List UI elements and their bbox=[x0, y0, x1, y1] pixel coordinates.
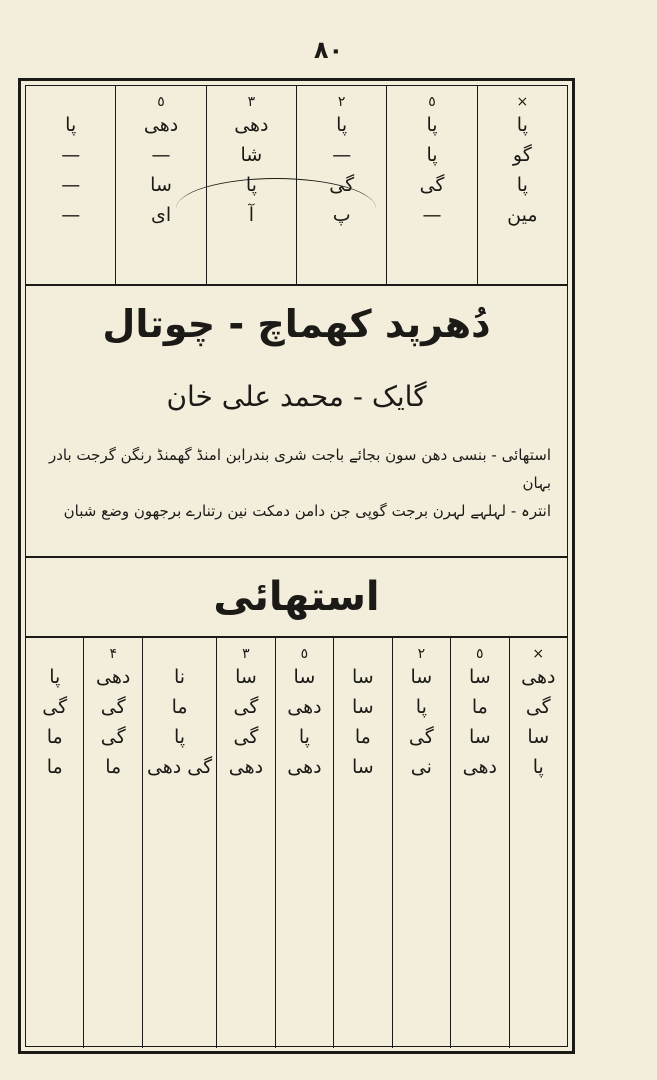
notation-frame bbox=[18, 78, 575, 1054]
swara-cell: گی bbox=[525, 696, 551, 718]
swara-cell: سا bbox=[235, 666, 257, 688]
swara-cell: — bbox=[61, 174, 81, 196]
notation-row bbox=[147, 696, 212, 718]
notation-row bbox=[120, 144, 201, 166]
swara-cell: نی bbox=[410, 756, 432, 778]
swara-cell: گی دھی bbox=[146, 756, 213, 778]
sthayi-lyric: استھائی - بنسی دھن سون بجائے باجت شری بندرابن امنڈ گھمنڈ رنگن گرجت بادر بہان bbox=[49, 446, 551, 492]
notation-row bbox=[301, 144, 382, 166]
notation-row bbox=[88, 756, 137, 778]
swara-cell: پا bbox=[65, 114, 77, 136]
swara-cell: پا bbox=[49, 666, 61, 688]
notation-row bbox=[338, 726, 387, 748]
notation-row bbox=[455, 666, 504, 688]
swara-cell: پا bbox=[245, 174, 257, 196]
section-heading bbox=[26, 558, 567, 638]
swara-cell: پا bbox=[415, 696, 427, 718]
notation-row bbox=[391, 204, 472, 226]
swara-cell: گی bbox=[329, 174, 355, 196]
swara-cell: گی bbox=[100, 726, 126, 748]
beat-marker: ۲ bbox=[417, 646, 426, 662]
notation-row bbox=[482, 204, 563, 226]
swara-cell: — bbox=[151, 144, 171, 166]
notation-row bbox=[514, 696, 563, 718]
notation-row bbox=[397, 756, 446, 778]
notation-row bbox=[391, 114, 472, 136]
swara-cell: ما bbox=[471, 696, 488, 718]
swara-cell: ما bbox=[354, 726, 371, 748]
notation-row bbox=[397, 696, 446, 718]
swara-cell: گی bbox=[408, 726, 434, 748]
swara-cell: سا bbox=[352, 696, 374, 718]
bottom-notation-grid bbox=[26, 638, 567, 1048]
swara-cell: ما bbox=[105, 756, 122, 778]
notation-row bbox=[482, 144, 563, 166]
notation-row bbox=[221, 696, 270, 718]
notation-row bbox=[221, 726, 270, 748]
notation-column bbox=[477, 86, 567, 284]
swara-cell: گی bbox=[100, 696, 126, 718]
notation-row bbox=[482, 174, 563, 196]
swara-cell: گی bbox=[419, 174, 445, 196]
swara-cell: پ bbox=[332, 204, 351, 226]
swara-cell: پا bbox=[426, 114, 438, 136]
notation-row bbox=[338, 696, 387, 718]
swara-cell: سا bbox=[352, 666, 374, 688]
slur-mark bbox=[176, 178, 376, 239]
beat-marker: × bbox=[532, 646, 545, 662]
swara-cell: آ bbox=[248, 204, 254, 226]
beat-marker bbox=[338, 646, 387, 664]
swara-cell: پا bbox=[532, 756, 544, 778]
swara-cell: پا bbox=[516, 114, 528, 136]
beat-marker: ۴ bbox=[109, 646, 117, 662]
notation-row bbox=[397, 666, 446, 688]
beat-marker: ۲ bbox=[337, 94, 346, 110]
notation-row bbox=[280, 726, 329, 748]
notation-frame-inner bbox=[25, 85, 568, 1047]
swara-cell: سا bbox=[352, 756, 374, 778]
swara-cell: — bbox=[61, 144, 81, 166]
notation-column bbox=[115, 86, 205, 284]
notation-row bbox=[482, 114, 563, 136]
notation-row bbox=[391, 144, 472, 166]
beat-marker: ٥ bbox=[157, 94, 165, 110]
notation-row bbox=[30, 174, 111, 196]
swara-cell: دھی bbox=[287, 696, 322, 718]
swara-cell: سا bbox=[468, 726, 491, 748]
notation-column bbox=[509, 638, 567, 1048]
notation-row bbox=[120, 114, 201, 136]
swara-cell: سا bbox=[468, 666, 491, 688]
notation-row bbox=[514, 666, 563, 688]
beat-marker: ٥ bbox=[300, 646, 309, 662]
raga-title: دُھرپد کھماچ - چوتال bbox=[102, 302, 491, 346]
notation-row bbox=[221, 756, 270, 778]
notation-column bbox=[392, 638, 450, 1048]
notation-row bbox=[30, 666, 79, 688]
swara-cell: دھی bbox=[234, 114, 269, 136]
notation-row bbox=[391, 174, 472, 196]
notation-column bbox=[333, 638, 391, 1048]
swara-cell: گو bbox=[512, 144, 532, 166]
beat-marker bbox=[30, 646, 79, 664]
notation-row bbox=[211, 144, 292, 166]
swara-cell: ما bbox=[46, 756, 63, 778]
notation-row bbox=[88, 726, 137, 748]
notation-column bbox=[386, 86, 476, 284]
swara-cell: دھی bbox=[143, 114, 179, 136]
notation-row bbox=[280, 756, 329, 778]
swara-cell: پا bbox=[174, 726, 186, 748]
notation-row bbox=[338, 666, 387, 688]
swara-cell: دھی bbox=[521, 666, 556, 688]
notation-column bbox=[83, 638, 141, 1048]
notation-row bbox=[280, 666, 329, 688]
notation-row bbox=[30, 204, 111, 226]
notation-row bbox=[30, 144, 111, 166]
swara-cell: پا bbox=[336, 114, 348, 136]
page-number: ۸۰ bbox=[313, 36, 344, 64]
swara-cell: نا bbox=[174, 666, 186, 688]
antara-lyric: انترہ - لہلہے لہرن برجت گوپی جن دامن دمکت نین رتنارے برجھون وضع شبان bbox=[63, 502, 551, 520]
swara-cell: دھی bbox=[287, 756, 322, 778]
notation-row bbox=[455, 726, 504, 748]
swara-cell: شا bbox=[240, 144, 263, 166]
swara-cell: گی bbox=[233, 726, 259, 748]
swara-cell: ما bbox=[46, 726, 63, 748]
singer-credit: گایک - محمد علی خان bbox=[166, 380, 427, 413]
notation-row bbox=[397, 726, 446, 748]
beat-marker: ٥ bbox=[476, 646, 484, 662]
swara-cell: پا bbox=[298, 726, 310, 748]
notation-row bbox=[147, 726, 212, 748]
notation-row bbox=[88, 696, 137, 718]
notation-row bbox=[30, 756, 79, 778]
swara-cell: سا bbox=[410, 666, 433, 688]
notation-column bbox=[26, 638, 83, 1048]
swara-cell: — bbox=[332, 144, 352, 166]
swara-cell: — bbox=[422, 204, 442, 226]
swara-cell: سا bbox=[293, 666, 316, 688]
notation-row bbox=[30, 726, 79, 748]
beat-marker bbox=[30, 94, 111, 112]
swara-cell: ای bbox=[150, 204, 172, 226]
notation-row bbox=[30, 114, 111, 136]
notation-row bbox=[211, 114, 292, 136]
composition-header bbox=[26, 286, 567, 558]
swara-cell: سا bbox=[150, 174, 172, 196]
swara-cell: دھی bbox=[228, 756, 264, 778]
swara-cell: پا bbox=[426, 144, 438, 166]
notation-column bbox=[450, 638, 508, 1048]
notation-row bbox=[455, 756, 504, 778]
section-title: استھائی bbox=[213, 574, 380, 620]
notation-row bbox=[455, 696, 504, 718]
notation-row bbox=[88, 666, 137, 688]
notation-column bbox=[26, 86, 115, 284]
notation-row bbox=[338, 756, 387, 778]
beat-marker: × bbox=[516, 94, 529, 110]
swara-cell: سا bbox=[527, 726, 550, 748]
swara-cell: ما bbox=[171, 696, 188, 718]
notation-row bbox=[514, 726, 563, 748]
notation-row bbox=[280, 696, 329, 718]
swara-cell: دھی bbox=[462, 756, 497, 778]
notation-row bbox=[514, 756, 563, 778]
swara-cell: پا bbox=[516, 174, 528, 196]
notation-row bbox=[221, 666, 270, 688]
beat-marker bbox=[147, 646, 212, 664]
swara-cell: گی bbox=[233, 696, 259, 718]
swara-cell: — bbox=[61, 204, 81, 226]
notation-column bbox=[216, 638, 274, 1048]
swara-cell: گی bbox=[42, 696, 68, 718]
swara-cell: دھی bbox=[96, 666, 131, 688]
beat-marker: ۳ bbox=[242, 646, 250, 662]
notation-row bbox=[147, 666, 212, 688]
notation-row bbox=[30, 696, 79, 718]
notation-row bbox=[301, 114, 382, 136]
beat-marker: ۳ bbox=[247, 94, 256, 110]
beat-marker: ٥ bbox=[428, 94, 436, 110]
swara-cell: مین bbox=[507, 204, 538, 226]
notation-column bbox=[275, 638, 333, 1048]
notation-column bbox=[142, 638, 216, 1048]
notation-row bbox=[147, 756, 212, 778]
